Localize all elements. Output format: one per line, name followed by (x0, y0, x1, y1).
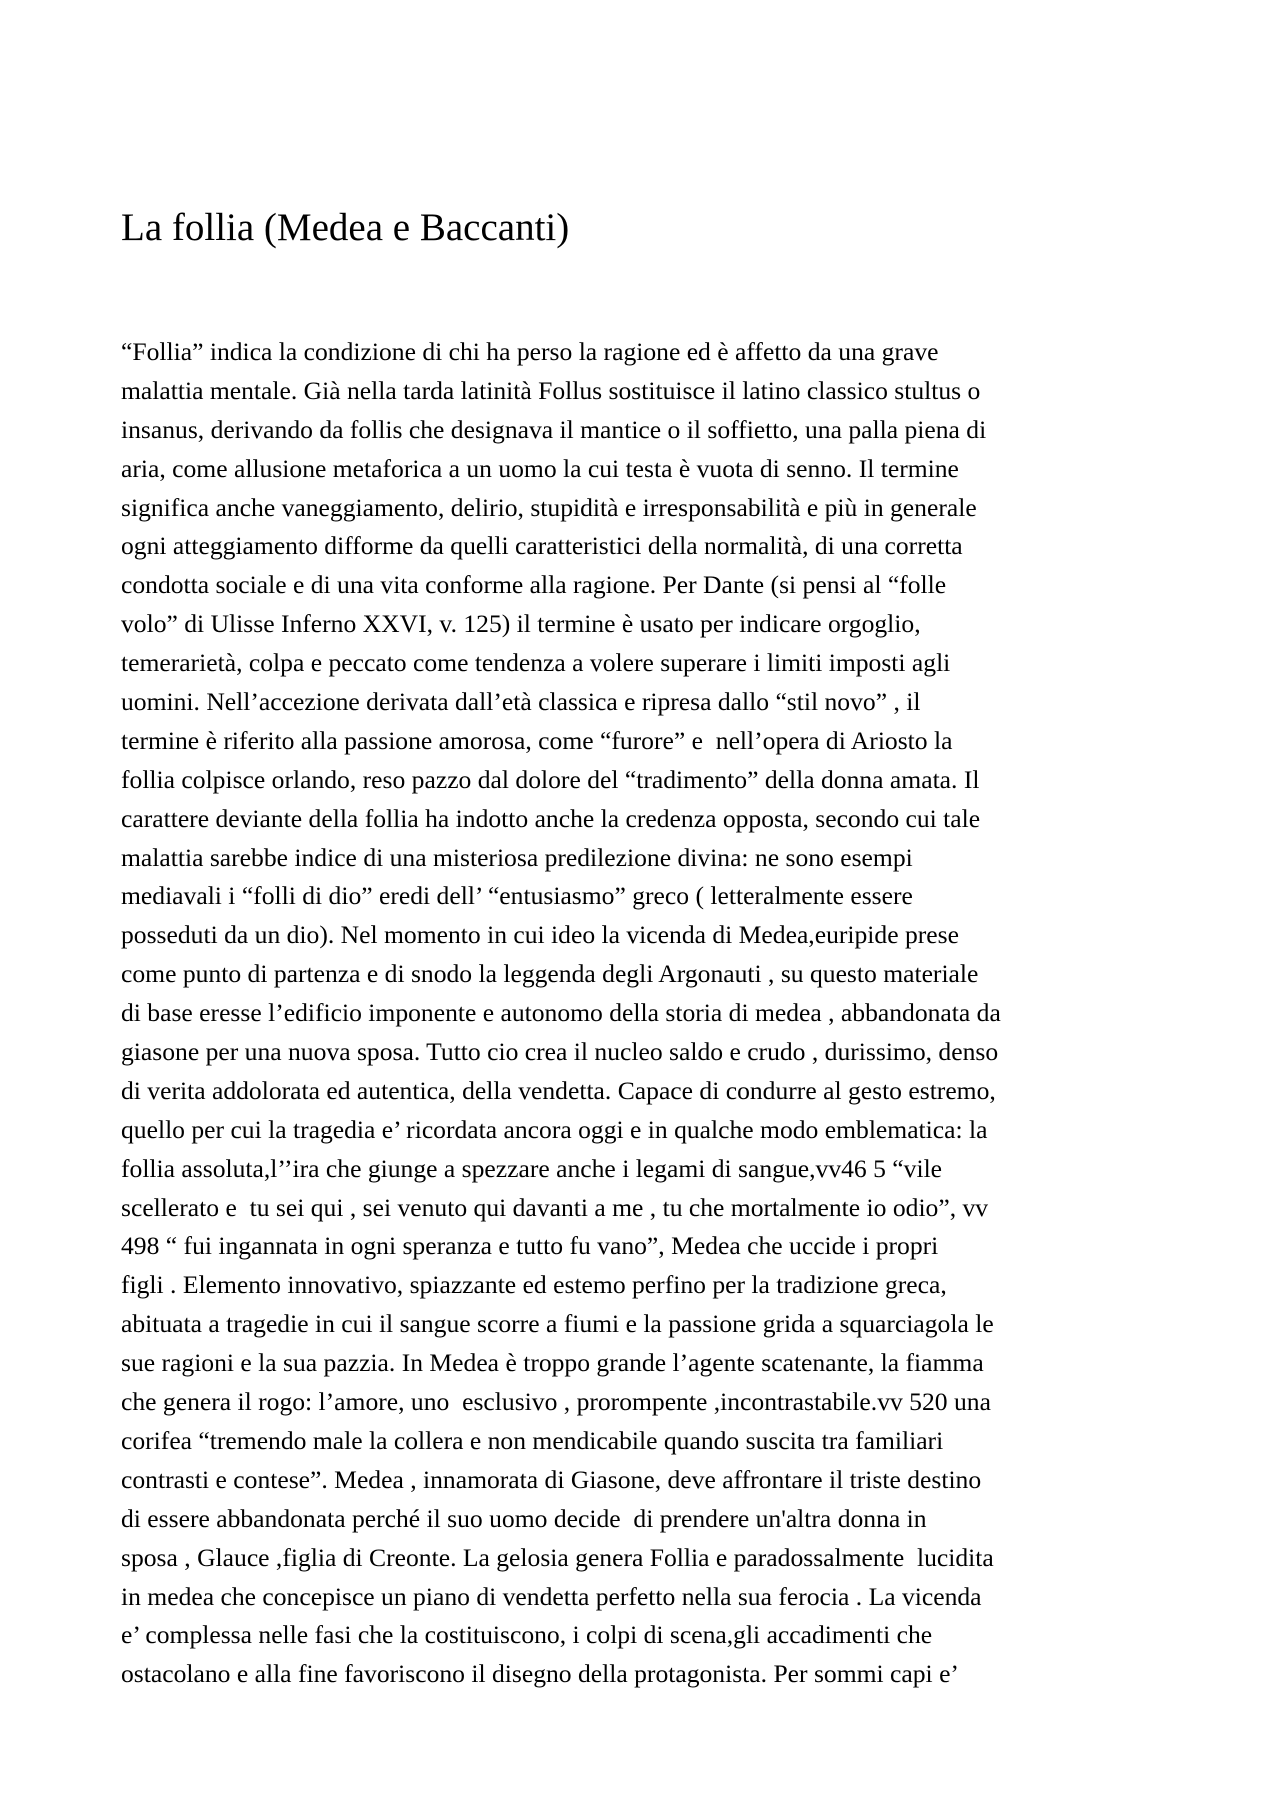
body-text-line: “Follia” indica la condizione di chi ha perso la ragione ed è affetto da una grave (121, 337, 939, 366)
body-text-line: termine è riferito alla passione amorosa, come “furore” e nell’opera di Ariosto la (121, 725, 953, 755)
body-text-line: che genera il rogo: l’amore, uno esclusivo , prorompente ,incontrastabile.vv 520 una (121, 1387, 991, 1417)
body-text-line: scellerato e tu sei qui , sei venuto qui davanti a me , tu che mortalmente io odio”, vv (121, 1192, 989, 1222)
body-text-line: in medea che concepisce un piano di vendetta perfetto nella sua ferocia . La vicenda (121, 1581, 982, 1611)
body-text-line: quello per cui la tragedia e’ ricordata ancora oggi e in qualche modo emblematica: la (121, 1114, 988, 1144)
body-text-line: ostacolano e alla fine favoriscono il disegno della protagonista. Per sommi capi e’ (121, 1659, 959, 1689)
body-text-line: abituata a tragedie in cui il sangue scorre a fiumi e la passione grida a squarciagola le (121, 1309, 994, 1339)
body-text-line: malattia sarebbe indice di una misteriosa predilezione divina: ne sono esempi (121, 842, 913, 872)
body-text-line: figli . Elemento innovativo, spiazzante ed estemo perfino per la tradizione greca, (121, 1270, 947, 1300)
body-text-line: aria, come allusione metaforica a un uomo la cui testa è vuota di senno. Il termine (121, 453, 959, 483)
body-text-line: insanus, derivando da follis che designava il mantice o il soffietto, una palla piena di (121, 414, 987, 444)
body-text-line: sposa , Glauce ,figlia di Creonte. La gelosia genera Follia e paradossalmente lucidita (121, 1542, 994, 1572)
body-text-line: 498 “ fui ingannata in ogni speranza e tutto fu vano”, Medea che uccide i propri (121, 1231, 939, 1261)
body-text-line: volo” di Ulisse Inferno XXVI, v. 125) il termine è usato per indicare orgoglio, (121, 609, 921, 639)
body-text-line: come punto di partenza e di snodo la leggenda degli Argonauti , su questo materiale (121, 959, 979, 989)
body-text-line: di verita addolorata ed autentica, della vendetta. Capace di condurre al gesto estremo, (121, 1075, 996, 1105)
document-body (121, 333, 1001, 1694)
body-text-line: e’ complessa nelle fasi che la costituiscono, i colpi di scena,gli accadimenti che (121, 1620, 933, 1650)
body-text-line: di essere abbandonata perché il suo uomo decide di prendere un'altra donna in (121, 1503, 927, 1533)
body-text-line: ogni atteggiamento difforme da quelli caratteristici della normalità, di una corretta (121, 531, 963, 561)
body-text-line: follia colpisce orlando, reso pazzo dal dolore del “tradimento” della donna amata. Il (121, 764, 980, 794)
body-text-line: carattere deviante della follia ha indotto anche la credenza opposta, secondo cui tale (121, 803, 981, 833)
body-text-line: corifea “tremendo male la collera e non mendicabile quando suscita tra familiari (121, 1425, 944, 1455)
body-text-line: temerarietà, colpa e peccato come tendenza a volere superare i limiti imposti agli (121, 648, 951, 678)
body-text-line: uomini. Nell’accezione derivata dall’età classica e ripresa dallo “stil novo” , il (121, 687, 921, 717)
body-text-line: mediavali i “folli di dio” eredi dell’ “entusiasmo” greco ( letteralmente essere (121, 881, 913, 911)
body-text-line: contrasti e contese”. Medea , innamorata di Giasone, deve affrontare il triste destino (121, 1464, 982, 1494)
document-title: La follia (Medea e Baccanti) (121, 206, 570, 249)
body-text-line: di base eresse l’edificio imponente e autonomo della storia di medea , abbandonata da (121, 998, 1001, 1028)
body-text-line: sue ragioni e la sua pazzia. In Medea è troppo grande l’agente scatenante, la fiamma (121, 1348, 984, 1378)
body-text-line: follia assoluta,l’’ira che giunge a spezzare anche i legami di sangue,vv46 5 “vile (121, 1153, 943, 1183)
body-text-line: giasone per una nuova sposa. Tutto cio crea il nucleo saldo e crudo , durissimo, denso (121, 1037, 999, 1067)
body-text-line: condotta sociale e di una vita conforme alla ragione. Per Dante (si pensi al “folle (121, 570, 947, 600)
body-text-line: significa anche vaneggiamento, delirio, stupidità e irresponsabilità e più in generale (121, 492, 977, 522)
body-text-line: malattia mentale. Già nella tarda latinità Follus sostituisce il latino classico stultus o (121, 375, 981, 405)
body-text-line: posseduti da un dio). Nel momento in cui ideo la vicenda di Medea,euripide prese (121, 920, 959, 950)
